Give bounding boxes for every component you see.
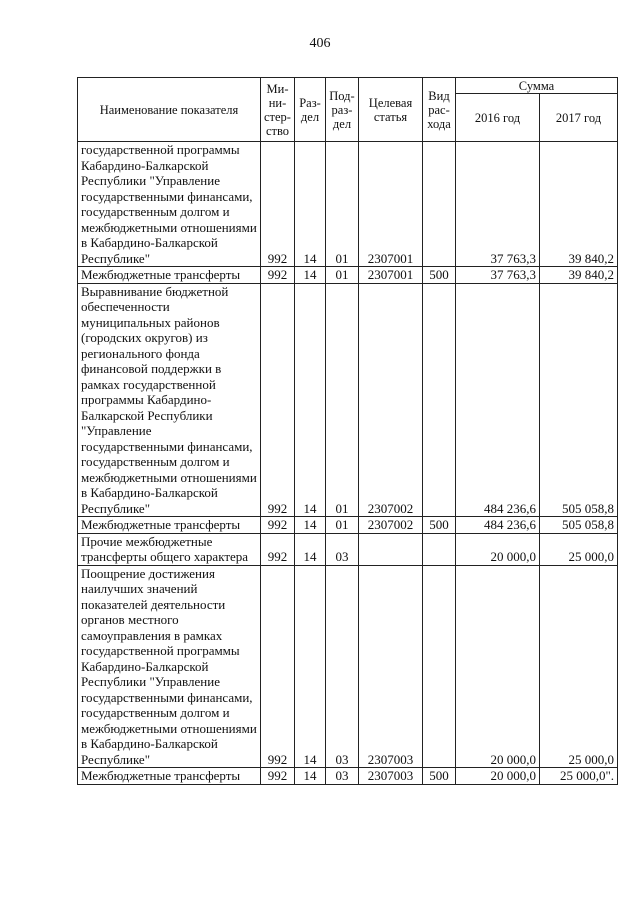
row-target bbox=[359, 533, 423, 565]
row-ministry: 992 bbox=[261, 283, 295, 517]
row-target: 2307002 bbox=[359, 283, 423, 517]
row-expense-type bbox=[423, 533, 456, 565]
header-ministry: Ми-ни-стер-ство bbox=[261, 78, 295, 142]
table-row bbox=[78, 142, 618, 267]
row-target: 2307001 bbox=[359, 267, 423, 284]
row-2017: 505 058,8 bbox=[540, 283, 618, 517]
row-subsection: 01 bbox=[326, 283, 359, 517]
row-2017: 25 000,0 bbox=[540, 565, 618, 768]
row-name: Межбюджетные трансферты bbox=[78, 517, 261, 534]
row-section: 14 bbox=[295, 533, 326, 565]
row-name: Выравнивание бюджетной обеспеченности муниципальных районов (городских округов) из регионального фонда финансовой поддержки в рамках государственной программы Кабардино-Балкарской Республики "Управление государственными финансами, государственным долгом и межбюджетными отношениями в Кабардино-Балкарской Республике" bbox=[78, 283, 261, 517]
row-2016: 37 763,3 bbox=[456, 142, 540, 267]
row-2017: 25 000,0". bbox=[540, 768, 618, 785]
row-name: Поощрение достижения наилучших значений показателей деятельности органов местного самоуправления в рамках государственной программы Кабардино-Балкарской Республики "Управление государственными финансами, государственным долгом и межбюджетными отношениями в Кабардино-Балкарской Республике" bbox=[78, 565, 261, 768]
row-section: 14 bbox=[295, 142, 326, 267]
row-section: 14 bbox=[295, 267, 326, 284]
row-2016: 20 000,0 bbox=[456, 533, 540, 565]
row-2017: 39 840,2 bbox=[540, 142, 618, 267]
row-2016: 20 000,0 bbox=[456, 768, 540, 785]
row-2017: 25 000,0 bbox=[540, 533, 618, 565]
table-row bbox=[78, 283, 618, 517]
row-expense-type: 500 bbox=[423, 517, 456, 534]
row-ministry: 992 bbox=[261, 142, 295, 267]
row-subsection: 01 bbox=[326, 267, 359, 284]
table-row bbox=[78, 517, 618, 534]
header-year-2017: 2017 год bbox=[540, 94, 618, 142]
budget-table bbox=[77, 77, 618, 785]
row-name: Межбюджетные трансферты bbox=[78, 768, 261, 785]
table-row bbox=[78, 768, 618, 785]
row-section: 14 bbox=[295, 768, 326, 785]
row-target: 2307003 bbox=[359, 565, 423, 768]
header-expense-type: Вид рас-хода bbox=[423, 78, 456, 142]
row-section: 14 bbox=[295, 517, 326, 534]
table-row bbox=[78, 565, 618, 768]
row-2017: 39 840,2 bbox=[540, 267, 618, 284]
row-target: 2307001 bbox=[359, 142, 423, 267]
header-target: Целевая статья bbox=[359, 78, 423, 142]
row-ministry: 992 bbox=[261, 533, 295, 565]
row-section: 14 bbox=[295, 565, 326, 768]
row-subsection: 01 bbox=[326, 142, 359, 267]
header-section: Раз-дел bbox=[295, 78, 326, 142]
header-name: Наименование показателя bbox=[78, 78, 261, 142]
row-ministry: 992 bbox=[261, 517, 295, 534]
row-subsection: 03 bbox=[326, 768, 359, 785]
row-subsection: 03 bbox=[326, 533, 359, 565]
row-2016: 484 236,6 bbox=[456, 283, 540, 517]
row-name: государственной программы Кабардино-Балкарской Республики "Управление государственными финансами, государственным долгом и межбюджетными отношениями в Кабардино-Балкарской Республике" bbox=[78, 142, 261, 267]
row-2016: 484 236,6 bbox=[456, 517, 540, 534]
row-expense-type: 500 bbox=[423, 267, 456, 284]
row-section: 14 bbox=[295, 283, 326, 517]
row-name: Межбюджетные трансферты bbox=[78, 267, 261, 284]
row-subsection: 03 bbox=[326, 565, 359, 768]
row-ministry: 992 bbox=[261, 768, 295, 785]
row-ministry: 992 bbox=[261, 267, 295, 284]
row-expense-type: 500 bbox=[423, 768, 456, 785]
row-expense-type bbox=[423, 142, 456, 267]
table-row bbox=[78, 267, 618, 284]
row-expense-type bbox=[423, 283, 456, 517]
row-2017: 505 058,8 bbox=[540, 517, 618, 534]
row-subsection: 01 bbox=[326, 517, 359, 534]
header-year-2016: 2016 год bbox=[456, 94, 540, 142]
header-sum: Сумма bbox=[456, 78, 618, 94]
row-2016: 37 763,3 bbox=[456, 267, 540, 284]
page-number: 406 bbox=[309, 36, 331, 51]
row-2016: 20 000,0 bbox=[456, 565, 540, 768]
row-target: 2307003 bbox=[359, 768, 423, 785]
row-name: Прочие межбюджетные трансферты общего характера bbox=[78, 533, 261, 565]
row-ministry: 992 bbox=[261, 565, 295, 768]
header-subsection: Под-раз-дел bbox=[326, 78, 359, 142]
table-row bbox=[78, 533, 618, 565]
row-expense-type bbox=[423, 565, 456, 768]
row-target: 2307002 bbox=[359, 517, 423, 534]
